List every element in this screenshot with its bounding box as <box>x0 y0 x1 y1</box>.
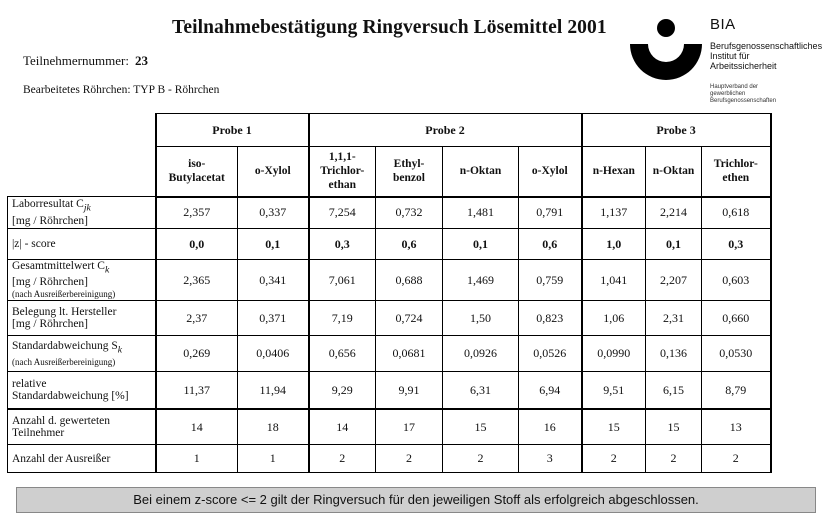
substance-header: 1,1,1- Trichlor- ethan <box>309 147 376 197</box>
value-cell: 0,0681 <box>376 336 443 372</box>
value-cell: 1,50 <box>443 301 519 336</box>
logo-small-line: Berufsgenossenschaften <box>710 98 777 104</box>
value-cell: 0,0406 <box>238 336 309 372</box>
value-cell: 11,37 <box>156 372 238 409</box>
row-label: Laborresultat $C_{jk}$ [mg / Röhrchen] <box>8 197 156 229</box>
value-cell: 2,37 <box>156 301 238 336</box>
table-row <box>8 229 771 260</box>
row-label: relative Standardabweichung [%] <box>8 372 156 409</box>
value-cell: 0,371 <box>238 301 309 336</box>
logo-small-line: gewerblichen <box>710 91 746 97</box>
value-cell: 1,481 <box>443 197 519 229</box>
value-cell: 13 <box>702 409 771 445</box>
value-cell: 11,94 <box>238 372 309 409</box>
value-cell: 8,79 <box>702 372 771 409</box>
value-cell: 1,0 <box>582 229 646 260</box>
value-cell: 0,660 <box>702 301 771 336</box>
substance-header: o-Xylol <box>238 147 309 197</box>
value-cell: 2,357 <box>156 197 238 229</box>
table-row <box>8 260 771 301</box>
row-label: Anzahl der Ausreißer <box>8 445 156 473</box>
value-cell: 9,51 <box>582 372 646 409</box>
value-cell: 0,823 <box>519 301 582 336</box>
value-cell: 7,254 <box>309 197 376 229</box>
logo-small-line: Hauptverband der <box>710 84 759 90</box>
participant-value: 23 <box>134 53 148 68</box>
value-cell: 0,1 <box>238 229 309 260</box>
group-header-row <box>8 114 771 147</box>
table-row <box>8 445 771 473</box>
group-header: Probe 2 <box>309 114 582 147</box>
value-cell: 2,207 <box>646 260 702 301</box>
substance-header: n-Hexan <box>582 147 646 197</box>
row-label: Gesamtmittelwert $C_k$ [mg / Röhrchen] (nach Ausreißerbereinigung) <box>8 260 156 301</box>
logo-line: Arbeitssicherheit <box>710 61 777 71</box>
table-row <box>8 409 771 445</box>
row-label: Belegung lt. Hersteller [mg / Röhrchen] <box>8 301 156 336</box>
value-cell: 0,341 <box>238 260 309 301</box>
participant-label: Teilnehmernummer: <box>23 53 129 68</box>
value-cell: 18 <box>238 409 309 445</box>
row-label: Anzahl d. gewerteten Teilnehmer <box>8 409 156 445</box>
value-cell: 2 <box>309 445 376 473</box>
value-cell: 0,618 <box>702 197 771 229</box>
value-cell: 2 <box>443 445 519 473</box>
success-criterion-note: Bei einem z-score <= 2 gilt der Ringversuch für den jeweiligen Stoff als erfolgreich abgeschlossen. <box>16 487 816 513</box>
value-cell: 2 <box>582 445 646 473</box>
value-cell: 0,136 <box>646 336 702 372</box>
value-cell: 15 <box>443 409 519 445</box>
substance-header: o-Xylol <box>519 147 582 197</box>
value-cell: 0,6 <box>376 229 443 260</box>
value-cell: 2,214 <box>646 197 702 229</box>
value-cell: 9,29 <box>309 372 376 409</box>
value-cell: 0,688 <box>376 260 443 301</box>
substance-header: n-Oktan <box>646 147 702 197</box>
value-cell: 2,31 <box>646 301 702 336</box>
value-cell: 0,1 <box>443 229 519 260</box>
value-cell: 0,0530 <box>702 336 771 372</box>
value-cell: 14 <box>156 409 238 445</box>
tube-type: Bearbeitetes Röhrchen: TYP B - Röhrchen <box>23 84 220 96</box>
row-label: |z| - score <box>8 229 156 260</box>
value-cell: 0,791 <box>519 197 582 229</box>
value-cell: 15 <box>582 409 646 445</box>
value-cell: 0,0526 <box>519 336 582 372</box>
results-table <box>7 113 772 473</box>
value-cell: 1 <box>156 445 238 473</box>
value-cell: 6,31 <box>443 372 519 409</box>
bia-logo <box>628 10 828 110</box>
table-row <box>8 301 771 336</box>
value-cell: 7,061 <box>309 260 376 301</box>
value-cell: 9,91 <box>376 372 443 409</box>
value-cell: 0,656 <box>309 336 376 372</box>
value-cell: 0,337 <box>238 197 309 229</box>
group-header: Probe 1 <box>156 114 309 147</box>
value-cell: 7,19 <box>309 301 376 336</box>
value-cell: 2 <box>646 445 702 473</box>
value-cell: 1,469 <box>443 260 519 301</box>
value-cell: 0,759 <box>519 260 582 301</box>
value-cell: 1,137 <box>582 197 646 229</box>
value-cell: 1,06 <box>582 301 646 336</box>
value-cell: 0,0 <box>156 229 238 260</box>
logo-name: BIA <box>710 16 736 33</box>
substance-header: Ethyl- benzol <box>376 147 443 197</box>
value-cell: 6,15 <box>646 372 702 409</box>
substance-header: n-Oktan <box>443 147 519 197</box>
row-label: Standardabweichung $S_k$ (nach Ausreißerbereinigung) <box>8 336 156 372</box>
bia-emblem-icon <box>628 10 706 88</box>
participant-number <box>23 53 148 69</box>
value-cell: 2,365 <box>156 260 238 301</box>
value-cell: 3 <box>519 445 582 473</box>
value-cell: 1 <box>238 445 309 473</box>
value-cell: 0,603 <box>702 260 771 301</box>
value-cell: 17 <box>376 409 443 445</box>
value-cell: 0,6 <box>519 229 582 260</box>
table-row <box>8 197 771 229</box>
value-cell: 15 <box>646 409 702 445</box>
substance-header: Trichlor- ethen <box>702 147 771 197</box>
value-cell: 0,0990 <box>582 336 646 372</box>
group-header: Probe 3 <box>582 114 771 147</box>
value-cell: 0,3 <box>702 229 771 260</box>
value-cell: 16 <box>519 409 582 445</box>
value-cell: 0,1 <box>646 229 702 260</box>
table-row <box>8 372 771 409</box>
logo-line: Institut für <box>710 51 750 61</box>
value-cell: 0,724 <box>376 301 443 336</box>
substance-header: iso- Butylacetat <box>156 147 238 197</box>
corner-cell <box>8 114 156 197</box>
value-cell: 0,3 <box>309 229 376 260</box>
logo-line: Berufsgenossenschaftliches <box>710 41 823 51</box>
table-row <box>8 336 771 372</box>
value-cell: 0,0926 <box>443 336 519 372</box>
value-cell: 2 <box>376 445 443 473</box>
value-cell: 0,732 <box>376 197 443 229</box>
value-cell: 14 <box>309 409 376 445</box>
value-cell: 0,269 <box>156 336 238 372</box>
value-cell: 2 <box>702 445 771 473</box>
value-cell: 6,94 <box>519 372 582 409</box>
page-title: Teilnahmebestätigung Ringversuch Lösemittel 2001 <box>172 17 607 38</box>
value-cell: 1,041 <box>582 260 646 301</box>
